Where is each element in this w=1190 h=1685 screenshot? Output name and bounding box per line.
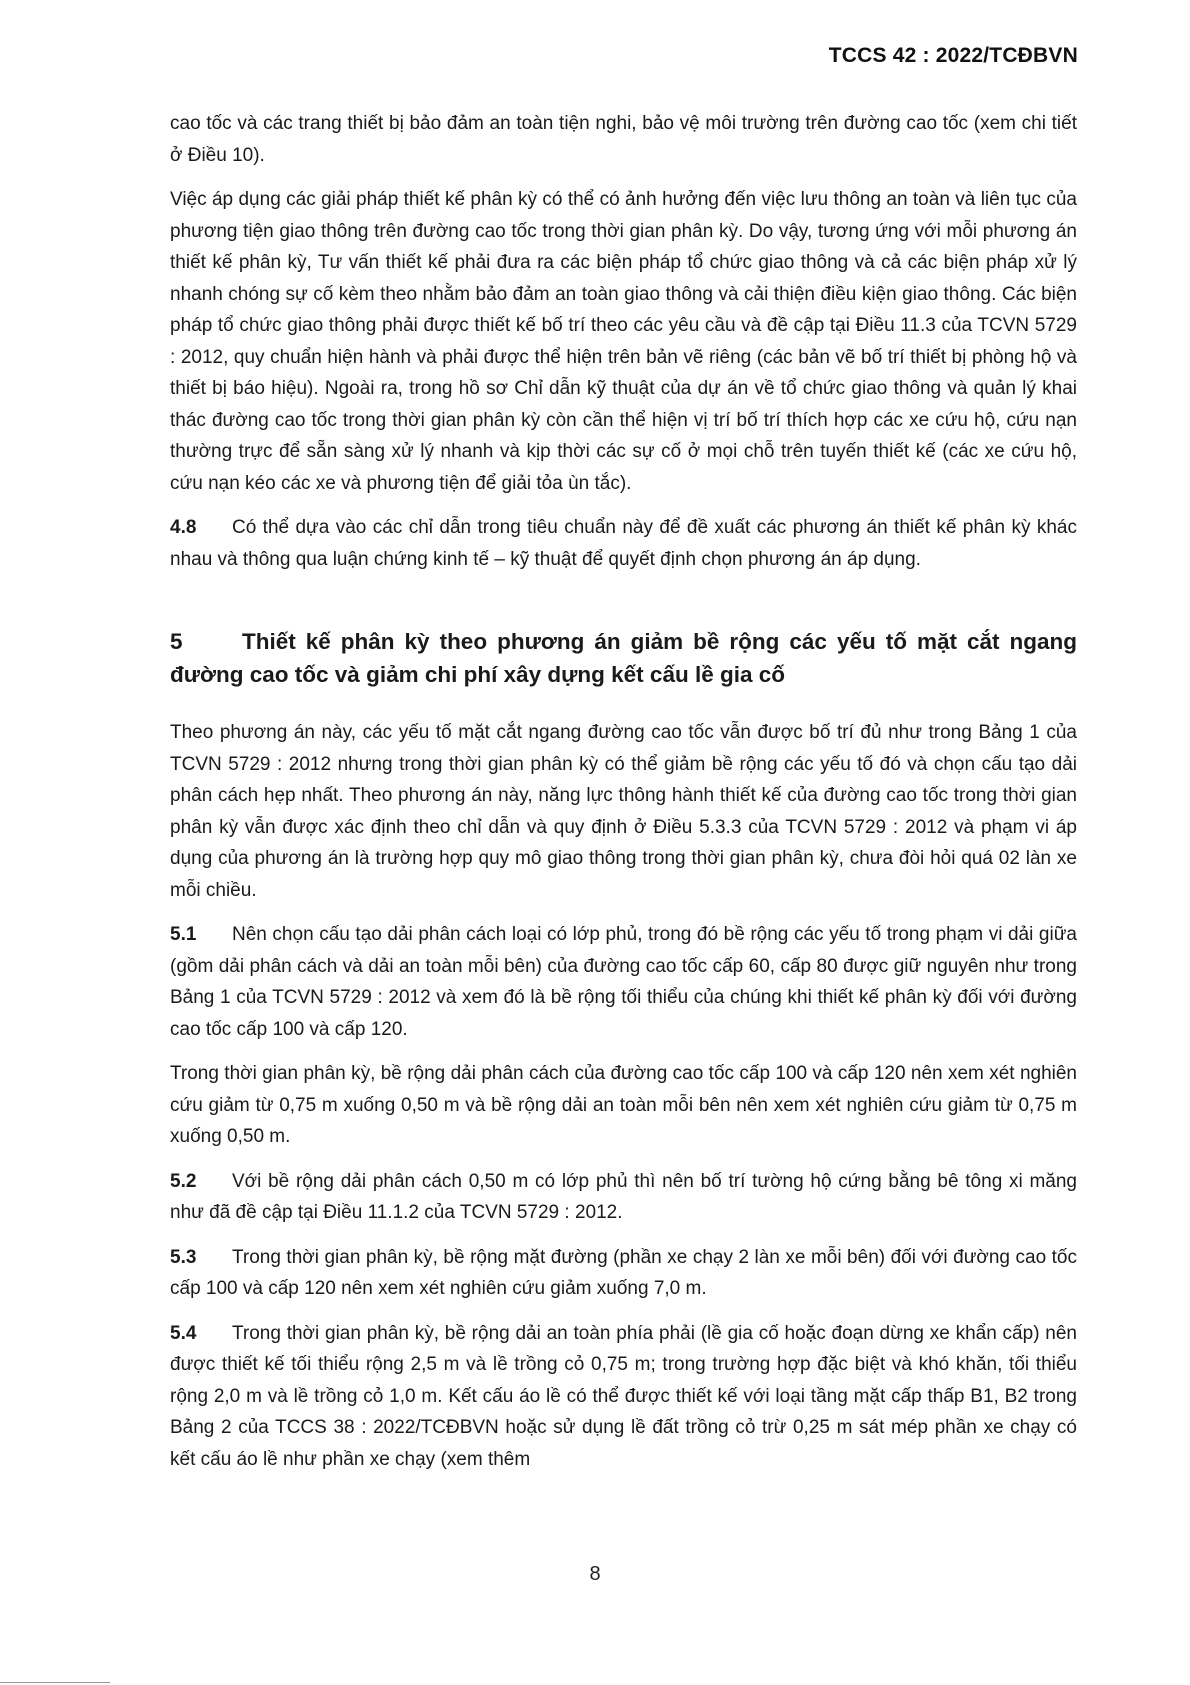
page-body — [170, 108, 1077, 1488]
section-number: 5 — [170, 629, 183, 654]
clause-text: Có thể dựa vào các chỉ dẫn trong tiêu chuẩn này để đề xuất các phương án thiết kế phân kỳ khác nhau và thông qua luận chứng kinh tế – kỹ thuật để quyết định chọn phương án áp dụng. — [170, 517, 1077, 570]
clause-text: Với bề rộng dải phân cách 0,50 m có lớp phủ thì nên bố trí tường hộ cứng bằng bê tông xi măng như đã đề cập tại Điều 11.1.2 của TCVN 5729 : 2012. — [170, 1170, 1077, 1223]
clause-5-3 — [170, 1242, 1077, 1305]
clause-text: Trong thời gian phân kỳ, bề rộng dải an toàn phía phải (lề gia cố hoặc đoạn dừng xe khẩn cấp) nên được thiết kế tối thiểu rộng 2,5 m và lề trồng cỏ 0,75 m; trong trường hợp đặc biệt và khó khăn, tối thiểu rộng 2,0 m và lề trồng cỏ 1,0 m. Kết cấu áo lề có thể được thiết kế với loại tầng mặt cấp thấp B1, B2 trong Bảng 2 của TCCS 38 : 2022/TCĐBVN hoặc sử dụng lề đất trồng cỏ trừ 0,25 m sát mép phần xe chạy có kết cấu áo lề như phần xe chạy (xem thêm — [170, 1322, 1077, 1470]
clause-number: 5.1 — [170, 924, 197, 945]
page-number: 8 — [589, 1563, 601, 1585]
section-5-intro: Theo phương án này, các yếu tố mặt cắt ngang đường cao tốc vẫn được bố trí đủ như trong Bảng 1 của TCVN 5729 : 2012 nhưng trong thời gian phân kỳ có thể giảm bề rộng các yếu tố đó và chọn cấu tạo dải phân cách hẹp nhất. Theo phương án này, năng lực thông hành thiết kế của đường cao tốc trong thời gian phân kỳ vẫn được xác định theo chỉ dẫn và quy định ở Điều 5.3.3 của TCVN 5729 : 2012 và phạm vi áp dụng của phương án là trường hợp quy mô giao thông trong thời gian phân kỳ, chưa đòi hỏi quá 02 làn xe mỗi chiều. — [170, 722, 1077, 901]
paragraph-continuation: cao tốc và các trang thiết bị bảo đảm an toàn tiện nghi, bảo vệ môi trường trên đường cao tốc (xem chi tiết ở Điều 10). — [170, 113, 1077, 166]
clause-text: Trong thời gian phân kỳ, bề rộng mặt đường (phần xe chạy 2 làn xe mỗi bên) đối với đường cao tốc cấp 100 và cấp 120 nên xem xét nghiên cứu giảm xuống 7,0 m. — [170, 1246, 1077, 1299]
clause-5-2 — [170, 1166, 1077, 1229]
clause-4-8 — [170, 512, 1077, 575]
clause-5-1-continuation: Trong thời gian phân kỳ, bề rộng dải phân cách của đường cao tốc cấp 100 và cấp 120 nên xem xét nghiên cứu giảm từ 0,75 m xuống 0,50 m và bề rộng dải an toàn mỗi bên nên xem xét nghiên cứu giảm từ 0,75 m xuống 0,50 m. — [170, 1063, 1077, 1147]
clause-number: 5.3 — [170, 1246, 197, 1268]
clause-number: 4.8 — [170, 517, 197, 538]
clause-5-1 — [170, 919, 1077, 1045]
footer-divider — [0, 1682, 110, 1683]
clause-text: Nên chọn cấu tạo dải phân cách loại có lớp phủ, trong đó bề rộng các yếu tố trong phạm vi dải giữa (gồm dải phân cách và dải an toàn mỗi bên) của đường cao tốc cấp 60, cấp 80 được giữ nguyên như trong Bảng 1 của TCVN 5729 : 2012 và xem đó là bề rộng tối thiểu của chúng khi thiết kế phân kỳ đối với đường cao tốc cấp 100 và cấp 120. — [170, 924, 1077, 1040]
section-title: Thiết kế phân kỳ theo phương án giảm bề rộng các yếu tố mặt cắt ngang đường cao tốc và giảm chi phí xây dựng kết cấu lề gia cố — [170, 629, 1077, 687]
clause-number: 5.4 — [170, 1322, 197, 1344]
document-code-header: TCCS 42 : 2022/TCĐBVN — [828, 44, 1078, 67]
clause-5-4 — [170, 1318, 1077, 1476]
clause-number: 5.2 — [170, 1170, 197, 1192]
section-5-heading — [170, 625, 1077, 691]
paragraph-traffic-organization: Việc áp dụng các giải pháp thiết kế phân kỳ có thể có ảnh hưởng đến việc lưu thông an toàn và liên tục của phương tiện giao thông trên đường cao tốc trong thời gian phân kỳ. Do vậy, tương ứng với mỗi phương án thiết kế phân kỳ, Tư vấn thiết kế phải đưa ra các biện pháp tổ chức giao thông và cả các biện pháp xử lý nhanh chóng sự cố kèm theo nhằm bảo đảm an toàn giao thông và cải thiện điều kiện giao thông. Các biện pháp tổ chức giao thông phải được thiết kế bố trí theo các yêu cầu và đề cập tại Điều 11.3 của TCVN 5729 : 2012, quy chuẩn hiện hành và phải được thể hiện trên bản vẽ riêng (các bản vẽ bố trí thiết bị phòng hộ và thiết bị báo hiệu). Ngoài ra, trong hồ sơ Chỉ dẫn kỹ thuật của dự án về tổ chức giao thông và quản lý khai thác đường cao tốc trong thời gian phân kỳ còn cần thể hiện vị trí bố trí thích hợp các xe cứu hộ, cứu nạn thường trực để sẵn sàng xử lý nhanh và kịp thời các sự cố ở mọi chỗ trên tuyến thiết kế (các xe cứu hộ, cứu nạn kéo các xe và phương tiện để giải tỏa ùn tắc). — [170, 189, 1077, 494]
